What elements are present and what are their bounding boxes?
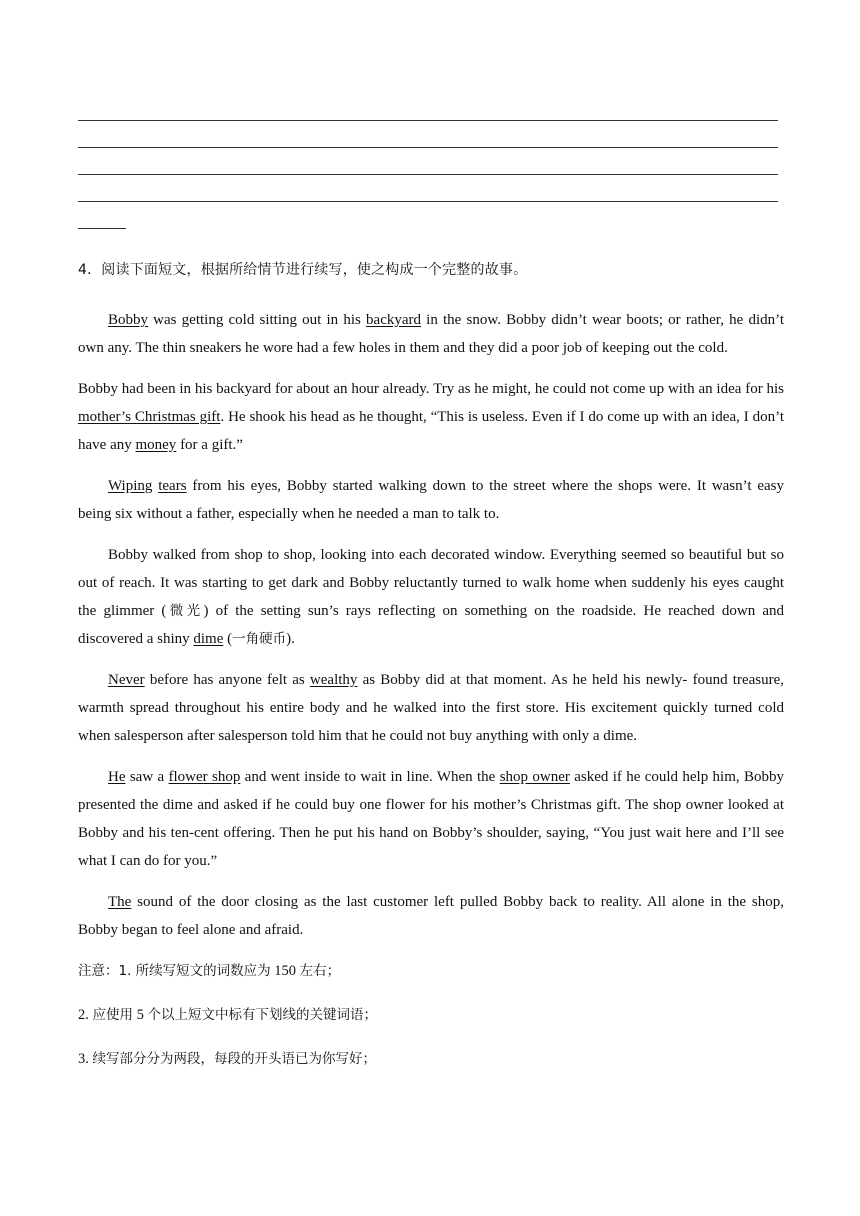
keyword-underlined: backyard: [366, 312, 421, 328]
note-text: 续写部分分为两段，每段的开头语已为你写好；: [92, 1051, 376, 1067]
keyword-underlined: flower shop: [168, 769, 241, 785]
note-number: 150: [270, 963, 300, 979]
keyword-underlined: He: [108, 769, 126, 785]
note-2: [78, 1001, 784, 1029]
keyword-underlined: shop owner: [499, 769, 570, 785]
passage-paragraph-3: [78, 472, 784, 528]
answer-lines: [78, 107, 778, 242]
note-text: 应使用: [92, 1007, 133, 1023]
chinese-gloss: 一角硬币: [232, 631, 287, 647]
paragraph-text: . He shook his head as he thought, “This is useless. Even if I do come up with an idea, I don’t have any: [78, 409, 784, 453]
note-text: 左右；: [299, 963, 341, 979]
keyword-underlined: Wiping: [108, 478, 153, 494]
paragraph-text: from his eyes, Bobby started walking down to the street where the shops were. It wasn’t easy being six without a father, especially when he needed a man to talk to.: [78, 478, 784, 522]
paragraph-text: and went inside to wait in line. When the: [240, 769, 500, 785]
answer-line: [78, 161, 778, 175]
question-title: 4．阅读下面短文，根据所给情节进行续写，使之构成一个完整的故事。: [78, 262, 528, 278]
paragraph-text: for a gift.”: [176, 437, 243, 453]
paragraph-text: was getting cold sitting out in his: [148, 312, 367, 328]
keyword-underlined: Never: [108, 672, 145, 688]
paragraph-text: as Bobby did at that moment. As he held his newly- found treasure, warmth spread throughout his entire body and he walked into the first store. His excitement quickly turned cold when salesperson after salesperson told him that he could not buy anything with only a dime.: [78, 672, 784, 744]
paragraph-text: Bobby walked from shop to shop, looking into each decorated window. Everything seemed so beautiful but so out of reach. It was starting to get dark and Bobby reluctantly turned to walk home when suddenly his eyes caught the glimmer (: [78, 547, 784, 619]
question-content: [78, 256, 784, 1089]
paragraph-text: before has anyone felt as: [144, 672, 310, 688]
keyword-underlined: dime: [193, 631, 224, 647]
paragraph-text: ).: [286, 631, 295, 647]
keyword-underlined: wealthy: [309, 672, 358, 688]
note-text: 注意：1. 所续写短文的词数应为: [78, 963, 271, 979]
answer-line: [78, 107, 778, 121]
note-3: [78, 1045, 784, 1073]
passage-paragraph-1: [78, 306, 784, 362]
passage-paragraph-2: [78, 375, 784, 459]
passage-paragraph-5: [78, 666, 784, 750]
keyword-underlined: money: [135, 437, 177, 453]
note-text: 个以上短文中标有下划线的关键词语；: [147, 1007, 377, 1023]
writing-notes: [78, 957, 784, 1073]
answer-line: [78, 134, 778, 148]
keyword-underlined: tears: [158, 478, 187, 494]
note-number: 2.: [78, 1007, 93, 1023]
paragraph-text: ) of the setting sun’s rays reflecting on something on the roadside. He reached down and discovered a shiny: [78, 603, 785, 647]
paragraph-text: Bobby had been in his backyard for about an hour already. Try as he might, he could not come up with an idea for his: [78, 381, 784, 397]
paragraph-text: saw a: [125, 769, 169, 785]
paragraph-text: asked if he could help him, Bobby presented the dime and asked if he could buy one flower for his mother’s Christmas gift. The shop owner looked at Bobby and his ten-cent offering. Then he put his hand on Bobby’s shoulder, saying, “You just wait here and I’ll see what I can do for you.”: [78, 769, 784, 869]
paragraph-text: (: [223, 631, 233, 647]
answer-line: [78, 188, 778, 202]
note-1: [78, 957, 784, 985]
paragraph-text: in the snow. Bobby didn’t wear boots; or rather, he didn’t own any. The thin sneakers he wore had a few holes in them and they did a poor job of keeping out the cold.: [78, 312, 784, 356]
chinese-gloss: 微光: [166, 603, 204, 619]
note-number: 5: [133, 1007, 148, 1023]
passage-paragraph-7: [78, 888, 784, 944]
keyword-underlined: Bobby: [108, 312, 149, 328]
keyword-underlined: mother’s Christmas gift: [78, 409, 221, 425]
answer-line-short: [78, 215, 126, 229]
paragraph-text: sound of the door closing as the last customer left pulled Bobby back to reality. All alone in the shop, Bobby began to feel alone and afraid.: [78, 894, 784, 938]
note-number: 3.: [78, 1051, 93, 1067]
passage-paragraph-6: [78, 763, 784, 875]
passage-paragraph-4: [78, 541, 784, 653]
keyword-underlined: The: [108, 894, 132, 910]
